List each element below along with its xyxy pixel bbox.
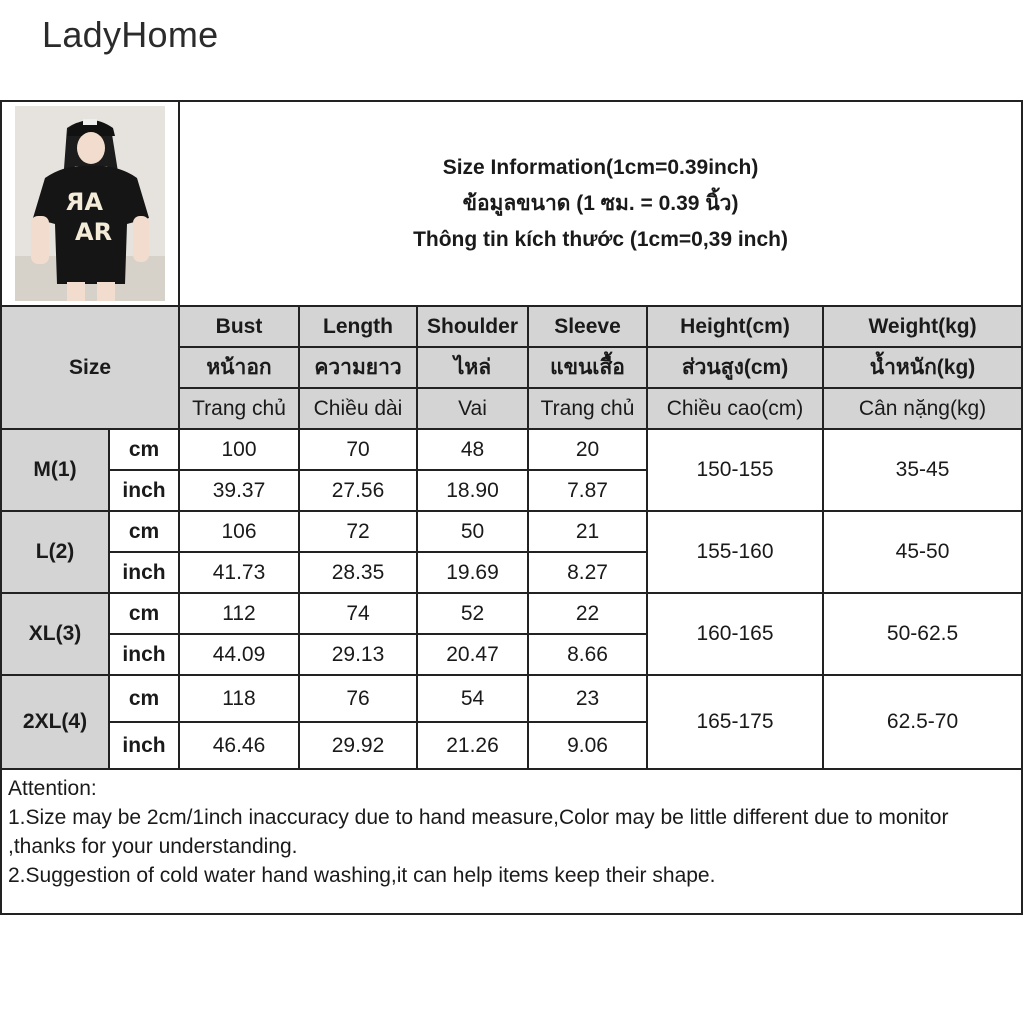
table-cell: 106 [179, 511, 299, 552]
col-shoulder-th: ไหล่ [417, 347, 528, 388]
table-cell: 50 [417, 511, 528, 552]
header-row-en [1, 306, 1022, 347]
table-cell: 100 [179, 429, 299, 470]
table-cell: 41.73 [179, 552, 299, 593]
size-label: M(1) [1, 429, 109, 511]
table-cell: 23 [528, 675, 647, 722]
height-range: 150-155 [647, 429, 823, 511]
table-cell: 72 [299, 511, 417, 552]
weight-range: 62.5-70 [823, 675, 1022, 769]
info-line-vi: Thông tin kích thước (1cm=0,39 inch) [413, 227, 789, 251]
table-cell: 28.35 [299, 552, 417, 593]
table-cell: 52 [417, 593, 528, 634]
unit-label: cm [109, 675, 179, 722]
col-bust-en: Bust [179, 306, 299, 347]
info-line-th: ข้อมูลขนาด (1 ซม. = 0.39 นิ้ว) [462, 191, 739, 215]
size-header: Size [1, 306, 179, 429]
svg-text:AR: AR [75, 218, 113, 246]
col-length-th: ความยาว [299, 347, 417, 388]
size-label: XL(3) [1, 593, 109, 675]
height-range: 160-165 [647, 593, 823, 675]
table-row [1, 675, 1022, 722]
svg-text:AR: AR [65, 188, 103, 216]
height-range: 155-160 [647, 511, 823, 593]
col-bust-th: หน้าอก [179, 347, 299, 388]
col-shoulder-vi: Vai [417, 388, 528, 429]
table-cell: 44.09 [179, 634, 299, 675]
col-weight-en: Weight(kg) [823, 306, 1022, 347]
weight-range: 45-50 [823, 511, 1022, 593]
col-length-en: Length [299, 306, 417, 347]
unit-label: inch [109, 552, 179, 593]
table-cell: 29.92 [299, 722, 417, 769]
table-cell: 74 [299, 593, 417, 634]
table-cell: 22 [528, 593, 647, 634]
table-cell: 46.46 [179, 722, 299, 769]
table-cell: 18.90 [417, 470, 528, 511]
table-cell: 8.66 [528, 634, 647, 675]
info-line-en: Size Information(1cm=0.39inch) [442, 155, 759, 179]
col-shoulder-en: Shoulder [417, 306, 528, 347]
table-cell: 39.37 [179, 470, 299, 511]
col-sleeve-th: แขนเสื้อ [528, 347, 647, 388]
table-cell: 118 [179, 675, 299, 722]
model-photo [15, 106, 165, 301]
brand-logo-text: LadyHome [42, 14, 219, 55]
col-bust-vi: Trang chủ [179, 388, 299, 429]
size-label: L(2) [1, 511, 109, 593]
model-illustration [15, 106, 165, 301]
col-height-th: ส่วนสูง(cm) [647, 347, 823, 388]
table-cell: 19.69 [417, 552, 528, 593]
table-cell: 48 [417, 429, 528, 470]
table-row [1, 511, 1022, 552]
notes-line-3: 2.Suggestion of cold water hand washing,it can help items keep their shape. [8, 864, 716, 887]
table-cell: 70 [299, 429, 417, 470]
size-information-heading [179, 101, 1022, 306]
table-cell: 54 [417, 675, 528, 722]
size-chart-table [0, 100, 1023, 915]
weight-range: 35-45 [823, 429, 1022, 511]
col-weight-vi: Cân nặng(kg) [823, 388, 1022, 429]
col-height-vi: Chiều cao(cm) [647, 388, 823, 429]
table-cell: 20 [528, 429, 647, 470]
col-height-en: Height(cm) [647, 306, 823, 347]
table-cell: 20.47 [417, 634, 528, 675]
table-cell: 76 [299, 675, 417, 722]
table-cell: 21 [528, 511, 647, 552]
table-row [1, 593, 1022, 634]
info-row [1, 101, 1022, 306]
table-cell: 8.27 [528, 552, 647, 593]
table-cell: 7.87 [528, 470, 647, 511]
col-sleeve-vi: Trang chủ [528, 388, 647, 429]
unit-label: cm [109, 429, 179, 470]
unit-label: cm [109, 511, 179, 552]
notes-line-1: 1.Size may be 2cm/1inch inaccuracy due to hand measure,Color may be little different due to monitor [8, 806, 949, 829]
col-length-vi: Chiều dài [299, 388, 417, 429]
unit-label: cm [109, 593, 179, 634]
col-weight-th: น้ำหนัก(kg) [823, 347, 1022, 388]
table-cell: 27.56 [299, 470, 417, 511]
attention-notes [1, 769, 1022, 914]
notes-row [1, 769, 1022, 914]
size-label: 2XL(4) [1, 675, 109, 769]
product-photo-cell [1, 101, 179, 306]
weight-range: 50-62.5 [823, 593, 1022, 675]
table-cell: 112 [179, 593, 299, 634]
unit-label: inch [109, 722, 179, 769]
col-sleeve-en: Sleeve [528, 306, 647, 347]
table-row [1, 429, 1022, 470]
unit-label: inch [109, 634, 179, 675]
unit-label: inch [109, 470, 179, 511]
height-range: 165-175 [647, 675, 823, 769]
notes-title: Attention: [8, 777, 97, 800]
table-cell: 9.06 [528, 722, 647, 769]
table-cell: 29.13 [299, 634, 417, 675]
notes-line-2: ,thanks for your understanding. [8, 835, 298, 858]
table-cell: 21.26 [417, 722, 528, 769]
